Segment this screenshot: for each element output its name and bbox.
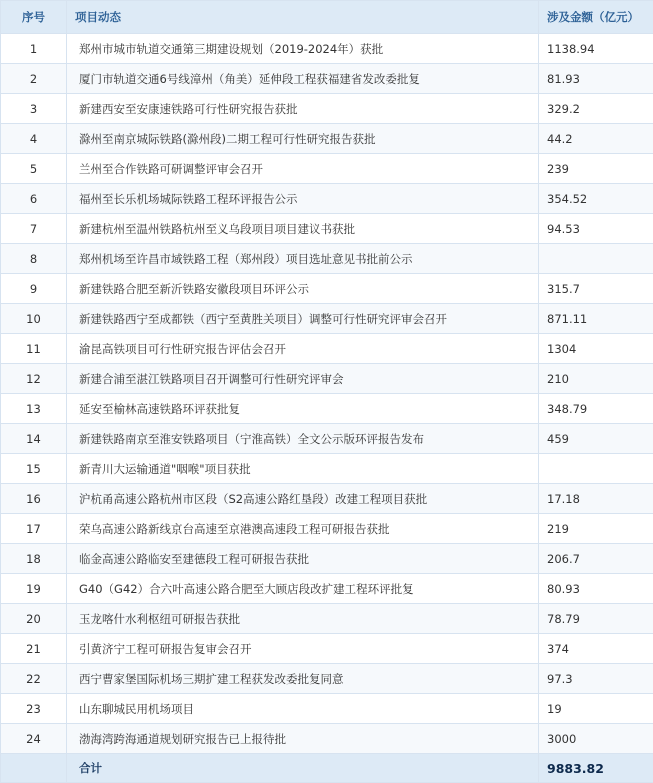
amount-value: 354.52 — [539, 184, 653, 214]
row-number: 5 — [1, 154, 67, 184]
total-label: 合计 — [67, 754, 539, 783]
row-number: 4 — [1, 124, 67, 154]
table-row — [1, 574, 653, 604]
project-status: 引黄济宁工程可研报告复审会召开 — [67, 634, 539, 664]
row-number: 24 — [1, 724, 67, 754]
row-number: 11 — [1, 334, 67, 364]
amount-value: 210 — [539, 364, 653, 394]
total-row — [1, 754, 653, 783]
project-status: 郑州市城市轨道交通第三期建设规划（2019-2024年）获批 — [67, 34, 539, 64]
row-number: 20 — [1, 604, 67, 634]
row-number: 12 — [1, 364, 67, 394]
column-header-project: 项目动态 — [67, 1, 539, 34]
amount-value: 94.53 — [539, 214, 653, 244]
row-number: 21 — [1, 634, 67, 664]
total-amount: 9883.82 — [539, 754, 653, 783]
row-number: 9 — [1, 274, 67, 304]
amount-value: 97.3 — [539, 664, 653, 694]
project-status: 新建铁路西宁至成都铁（西宁至黄胜关项目）调整可行性研究评审会召开 — [67, 304, 539, 334]
table-row — [1, 124, 653, 154]
project-status: 西宁曹家堡国际机场三期扩建工程获发改委批复同意 — [67, 664, 539, 694]
amount-value: 1304 — [539, 334, 653, 364]
table-row — [1, 394, 653, 424]
amount-value: 81.93 — [539, 64, 653, 94]
project-status: 新建杭州至温州铁路杭州至义乌段项目项目建议书获批 — [67, 214, 539, 244]
row-number: 16 — [1, 484, 67, 514]
table-row — [1, 634, 653, 664]
project-status: 厦门市轨道交通6号线漳州（角美）延伸段工程获福建省发改委批复 — [67, 64, 539, 94]
row-number: 19 — [1, 574, 67, 604]
project-status: 延安至榆林高速铁路环评获批复 — [67, 394, 539, 424]
amount-value: 80.93 — [539, 574, 653, 604]
table-row — [1, 544, 653, 574]
amount-value: 19 — [539, 694, 653, 724]
table-row — [1, 724, 653, 754]
row-number: 2 — [1, 64, 67, 94]
amount-value: 206.7 — [539, 544, 653, 574]
project-status: 兰州至合作铁路可研调整评审会召开 — [67, 154, 539, 184]
row-number: 18 — [1, 544, 67, 574]
project-status: 新建铁路南京至淮安铁路项目（宁淮高铁）全文公示版环评报告发布 — [67, 424, 539, 454]
column-header-no: 序号 — [1, 1, 67, 34]
row-number: 22 — [1, 664, 67, 694]
table-row — [1, 364, 653, 394]
table-row — [1, 64, 653, 94]
project-status: 临金高速公路临安至建德段工程可研报告获批 — [67, 544, 539, 574]
amount-value: 44.2 — [539, 124, 653, 154]
amount-value: 1138.94 — [539, 34, 653, 64]
project-status: 荣乌高速公路新线京台高速至京港澳高速段工程可研报告获批 — [67, 514, 539, 544]
row-number: 17 — [1, 514, 67, 544]
amount-value: 329.2 — [539, 94, 653, 124]
table-row — [1, 514, 653, 544]
amount-value: 871.11 — [539, 304, 653, 334]
row-number: 3 — [1, 94, 67, 124]
column-header-amount: 涉及金额（亿元） — [539, 1, 653, 34]
project-status: 玉龙喀什水利枢纽可研报告获批 — [67, 604, 539, 634]
table-row — [1, 244, 653, 274]
table-row — [1, 34, 653, 64]
table-row — [1, 694, 653, 724]
amount-value — [539, 454, 653, 484]
project-status: G40（G42）合六叶高速公路合肥至大顾店段改扩建工程环评批复 — [67, 574, 539, 604]
table-row — [1, 274, 653, 304]
table-row — [1, 604, 653, 634]
table-row — [1, 424, 653, 454]
amount-value: 219 — [539, 514, 653, 544]
table-row — [1, 334, 653, 364]
row-number: 10 — [1, 304, 67, 334]
row-number: 1 — [1, 34, 67, 64]
amount-value: 315.7 — [539, 274, 653, 304]
project-status: 郑州机场至许昌市域铁路工程（郑州段）项目选址意见书批前公示 — [67, 244, 539, 274]
project-status: 渝昆高铁项目可行性研究报告评估会召开 — [67, 334, 539, 364]
row-number: 13 — [1, 394, 67, 424]
project-status: 新建合浦至湛江铁路项目召开调整可行性研究评审会 — [67, 364, 539, 394]
row-number: 14 — [1, 424, 67, 454]
row-number: 15 — [1, 454, 67, 484]
amount-value: 459 — [539, 424, 653, 454]
project-status: 福州至长乐机场城际铁路工程环评报告公示 — [67, 184, 539, 214]
amount-value: 17.18 — [539, 484, 653, 514]
table-body — [1, 34, 653, 754]
table-row — [1, 184, 653, 214]
amount-value: 78.79 — [539, 604, 653, 634]
project-status: 新青川大运输通道"咽喉"项目获批 — [67, 454, 539, 484]
project-status: 山东聊城民用机场项目 — [67, 694, 539, 724]
project-status: 渤海湾跨海通道规划研究报告已上报待批 — [67, 724, 539, 754]
table-header-row — [1, 1, 653, 34]
row-number: 7 — [1, 214, 67, 244]
row-number: 6 — [1, 184, 67, 214]
table-row — [1, 154, 653, 184]
amount-value — [539, 244, 653, 274]
table-row — [1, 94, 653, 124]
table-row — [1, 664, 653, 694]
project-status: 新建西安至安康速铁路可行性研究报告获批 — [67, 94, 539, 124]
project-status: 新建铁路合肥至新沂铁路安徽段项目环评公示 — [67, 274, 539, 304]
amount-value: 348.79 — [539, 394, 653, 424]
table-row — [1, 454, 653, 484]
project-status: 沪杭甬高速公路杭州市区段（S2高速公路红垦段）改建工程项目获批 — [67, 484, 539, 514]
row-number: 23 — [1, 694, 67, 724]
table-row — [1, 304, 653, 334]
table-row — [1, 214, 653, 244]
project-status: 滁州至南京城际铁路(滁州段)二期工程可行性研究报告获批 — [67, 124, 539, 154]
amount-value: 374 — [539, 634, 653, 664]
table-row — [1, 484, 653, 514]
total-spacer-cell — [1, 754, 67, 783]
row-number: 8 — [1, 244, 67, 274]
amount-value: 3000 — [539, 724, 653, 754]
amount-value: 239 — [539, 154, 653, 184]
